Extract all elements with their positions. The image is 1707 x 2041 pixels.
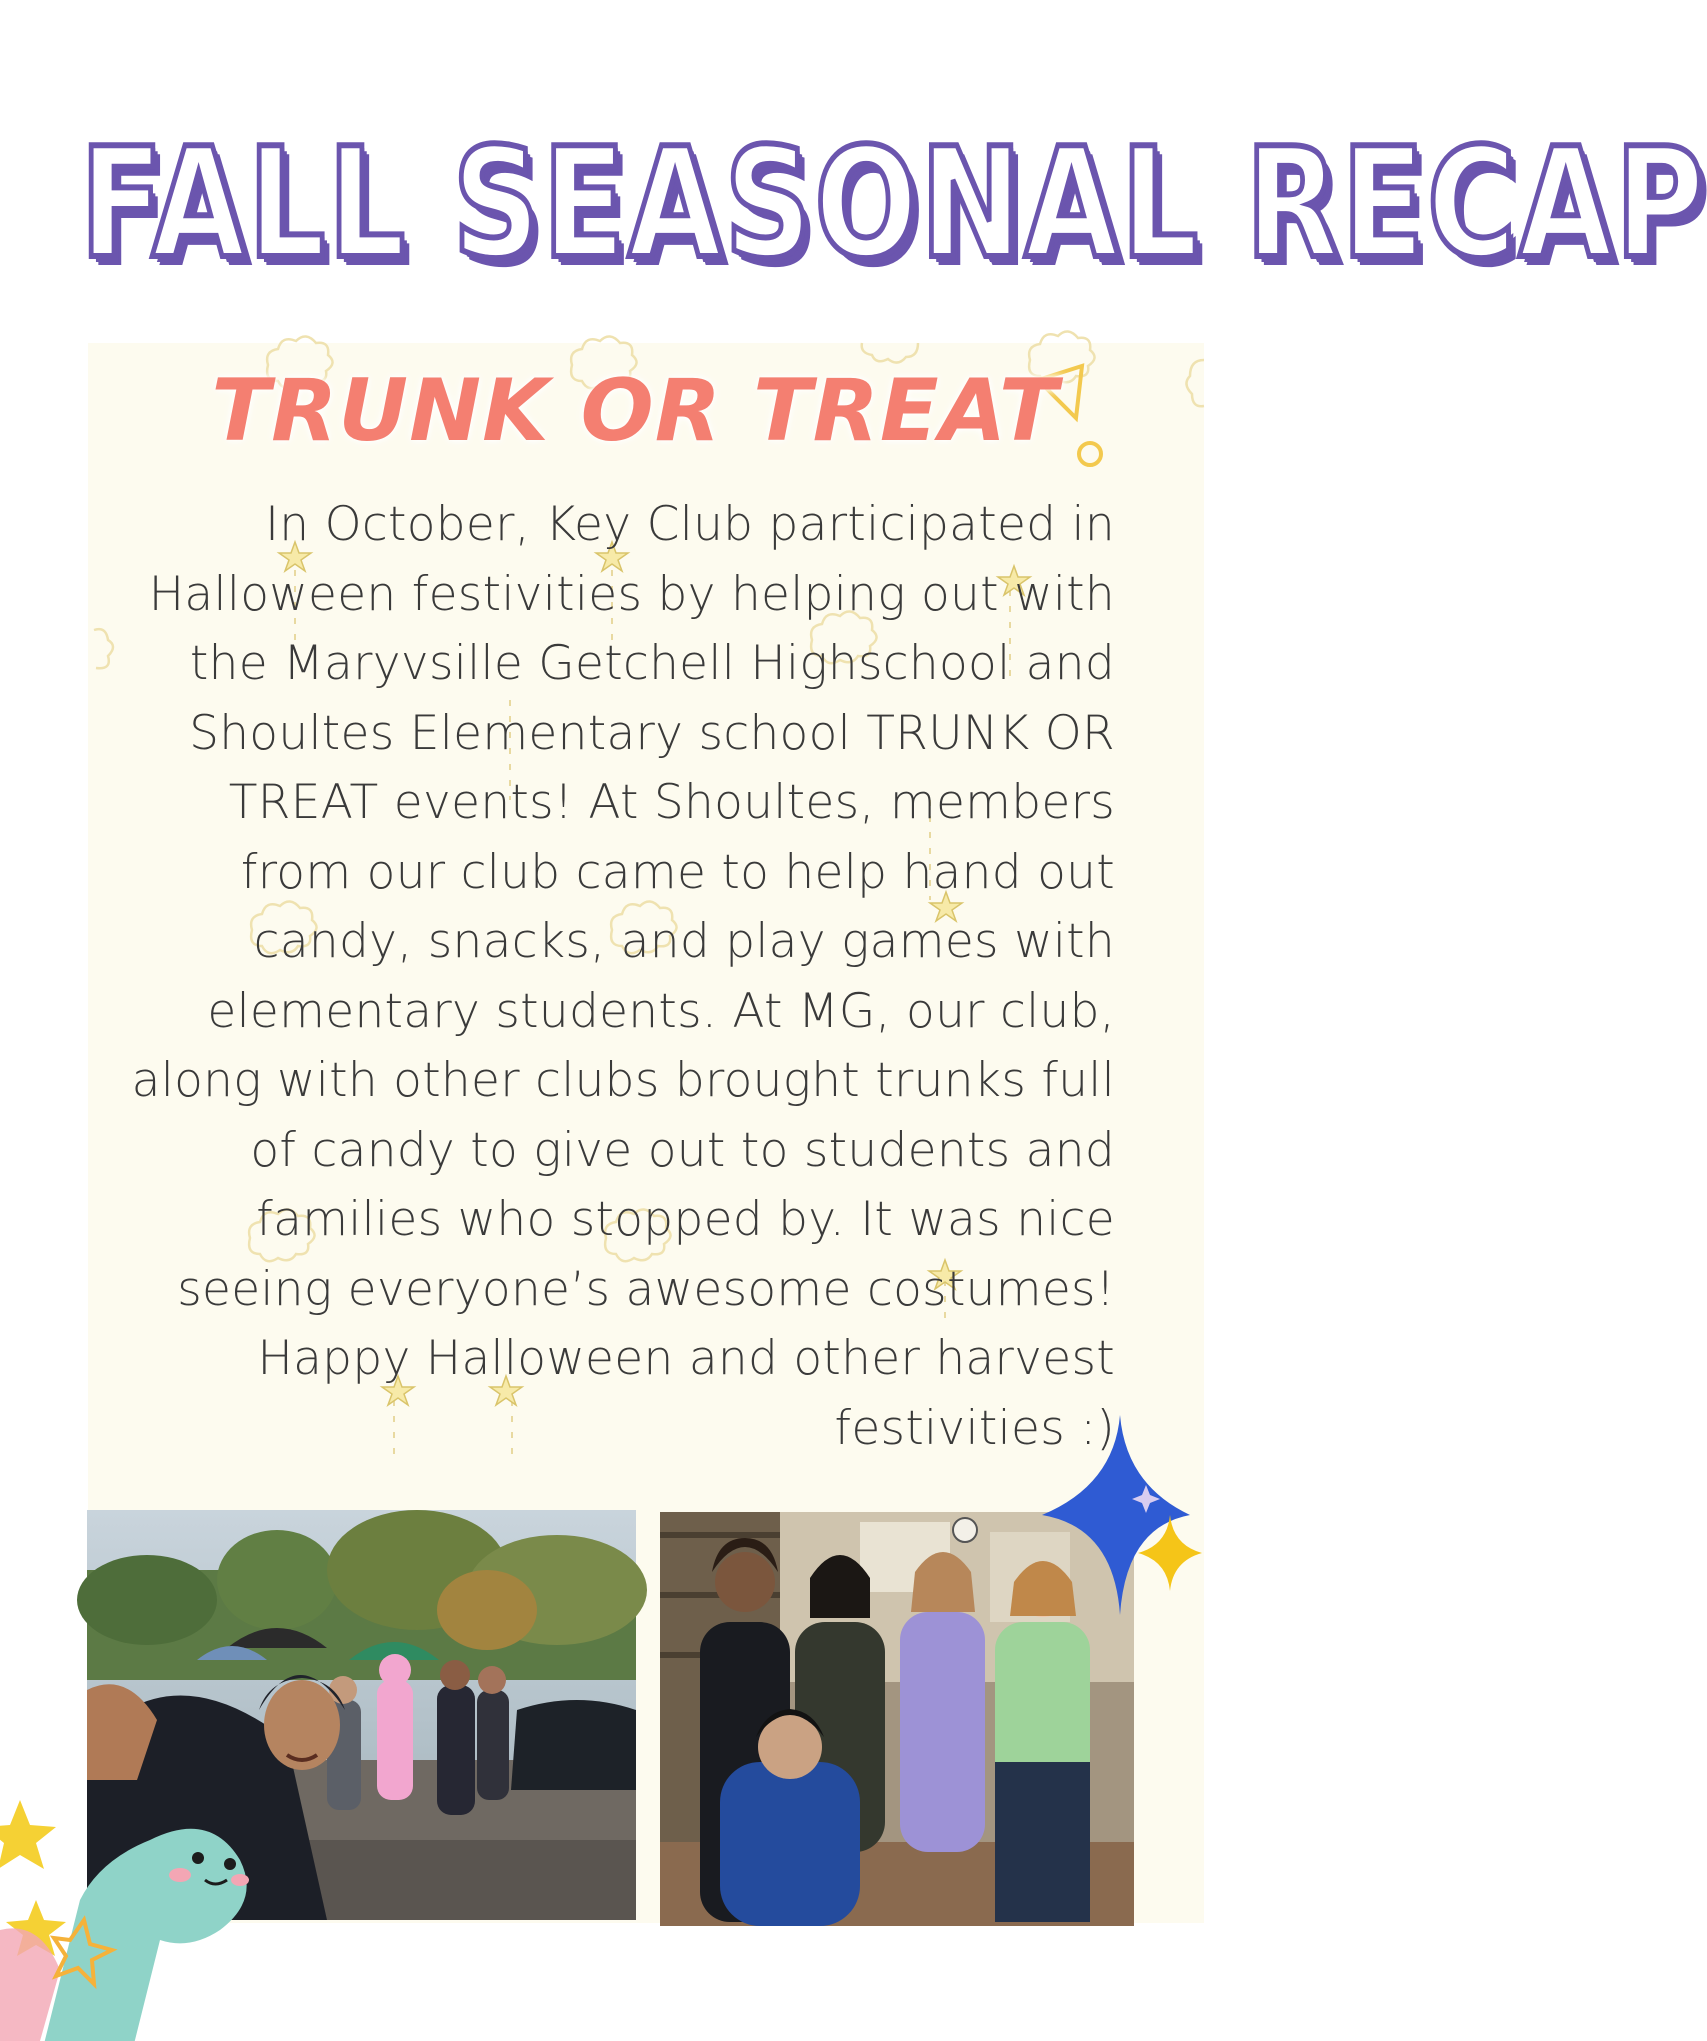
dinosaur-sticker-icon xyxy=(0,1780,300,2041)
section-body-text: In October, Key Club participated in Halloween festivities by helping out with the Maryvsille Getchell Highschool and Shoultes Elementary school TRUNK OR TREAT events! At Shoultes, members from our club came to help hand out candy, snacks, and play games with elementary students. At MG, our club, along with other clubs brought trunks full of candy to give out to students and families who stopped by. It was nice seeing everyone’s awesome costumes! Happy Halloween and other harvest festivities :) xyxy=(131,497,1115,1456)
cloud-doodle-icon xyxy=(94,629,113,668)
sparkle-star-icon xyxy=(1040,1415,1204,1615)
section-heading: TRUNK OR TREAT xyxy=(211,361,1059,461)
cloud-doodle-icon xyxy=(862,343,918,363)
page-title: FALL SEASONAL RECAP xyxy=(80,115,1707,292)
